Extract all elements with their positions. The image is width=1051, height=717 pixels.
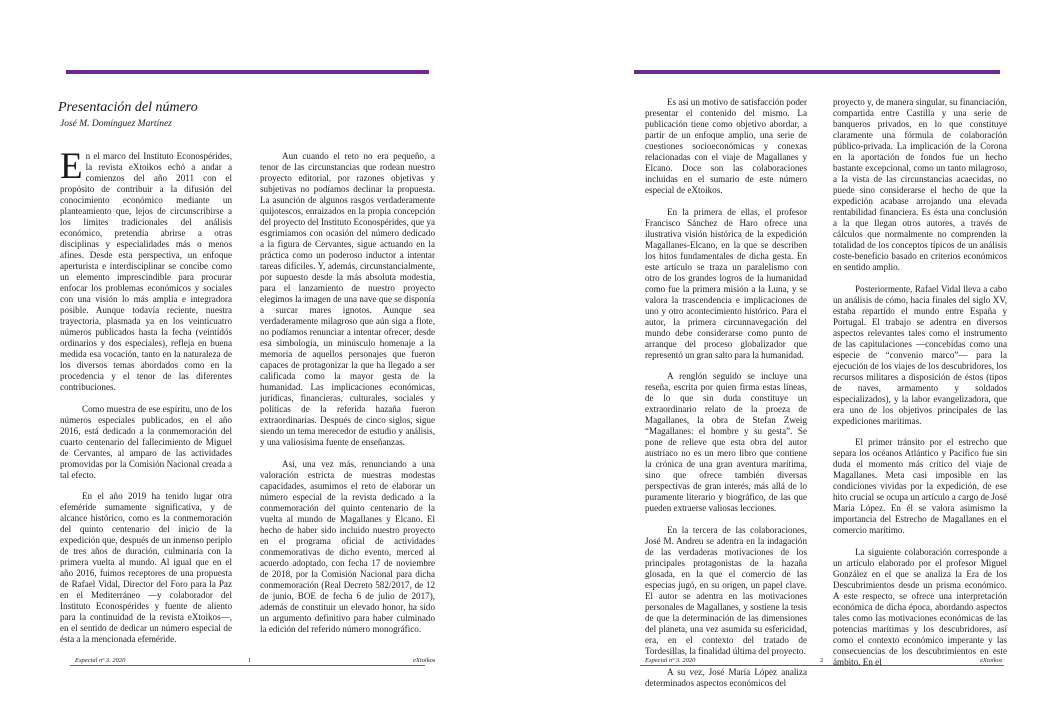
paragraph: [60, 146, 232, 393]
page-number-1: 1: [248, 657, 252, 664]
paragraph: En la primera de ellas, el profesor Francisco Sánchez de Haro ofrece una ilustrativa visión histórica de la expedición Magallanes-Elcano, en la que se describen los hitos fundamentales de dicha gesta. En este artículo se traza un paralelismo con otro de los grandes logros de la humanidad como fue la primera misión a la Luna, y se valora la trascendencia e implicaciones de uno y otro acontecimiento histórico. Para el autor, la primera circunnavegación del mundo debe considerarse como punto de arranque del proceso globalizador que representó un gran salto para la humanidad.: [645, 206, 807, 360]
paragraph: Así, una vez más, renunciando a una valoración estricta de nuestras modestas capacidades, asumimos el reto de elaborar un número especial de la revista dedicado a la conmemoración del quinto centenario de la vuelta al mundo de Magallanes y Elcano. El hecho de haber sido incluido nuestro proyecto en el programa oficial de actividades conmemorativas de dicho evento, merced al acuerdo adoptado, con fecha 17 de noviembre de 2018, por la Comisión Nacional para dicha conmemoración (Real Decreto 582/2017, de 12 de junio, BOE de fecha 6 de julio de 2017), además de constituir un elevado honor, ha sido un argumento definitivo para haber culminado la edición del referido número monográfico.: [260, 458, 435, 634]
footer-rule-page2: [640, 665, 1004, 666]
paragraph: La siguiente colaboración corresponde a un artículo elaborado por el profesor Miguel González en el que se analiza la Era de los Descubrimientos desde un prisma económico. A este respecto, se ofrece una interpretación económica de dicha época, abordando aspectos tales como las motivaciones económicas de las potencias marítimas y los descubridores, así como el contexto económico imperante y las consecuencias de los descubrimientos en este ámbito. En el: [833, 546, 1007, 667]
drop-cap: E: [60, 146, 83, 187]
page1-column-right: [260, 151, 435, 645]
paragraph: A renglón seguido se incluye una reseña, escrita por quien firma estas líneas, de lo que sin duda constituye un extraordinario relato de la proeza de Magallanes, la obra de Stefan Zweig “Magallanes: el hombre y su gesta”. Se pone de relieve que esta obra del autor austríaco no es un mero libro que contiene la crónica de una gran aventura marítima, sino que ofrece también diversas perspectivas de gran interés, más allá de lo puramente literario y biográfico, de las que pueden extraerse valiosas lecciones.: [645, 371, 807, 513]
header-rule-page1: [66, 70, 429, 74]
page2-column-left: [645, 97, 807, 700]
paragraph: El primer tránsito por el estrecho que separa los océanos Atlántico y Pacífico fue sin duda el momento más crítico del viaje de Magallanes. Meta casi imposible en las condiciones vividas por la expedición, de ese hito crucial se ocupa un artículo a cargo de José María López. En él se valora asimismo la importancia del Estrecho de Magallanes en el comercio marítimo.: [833, 437, 1007, 535]
paragraph-text: n el marco del Instituto Econospérides, la revista eXtoikos echó a andar a comienzos del año 2011 con el propósito de contribuir a la difusión del conocimiento económico mediante un planteamiento que, lejos de circunscribirse a los límites tradicionales del análisis económico, pretendía abrirse a otras disciplinas y especialidades más o menos afines. Desde esta perspectiva, un enfoque aperturista e interdisciplinar se concibe como un elemento imprescindible para procurar enfocar los problemas económicos y sociales con una visión lo más amplia e integradora posible. Aunque todavía reciente, nuestra trayectoria, plasmada ya en los veinticuatro números publicados hasta la fecha (veintidós ordinarios y dos especiales), refleja en buena medida esa vocación, tanto en la naturaleza de los diversos temas abordados como en la procedencia y el tenor de las diferentes contribuciones.: [60, 151, 232, 392]
page-title: Presentación del número: [58, 100, 198, 115]
page-number-2: 2: [820, 657, 824, 664]
paragraph: En la tercera de las colaboraciones, José M. Andreu se adentra en la indagación de las verdaderas motivaciones de los principales protagonistas de la hazaña glosada, en la que el comercio de las especias jugó, en su origen, un papel clave. El autor se adentra en las motivaciones personales de Magallanes, y sostiene la tesis de que la determinación de las dimensiones del planeta, una vez asumida su esfericidad, era, en el contexto del tratado de Tordesillas, la finalidad última del proyecto.: [645, 524, 807, 656]
author-name: José M. Domínguez Martínez: [60, 119, 172, 129]
footer-rule-page1: [70, 665, 425, 666]
paragraph: Posteriormente, Rafael Vidal lleva a cabo un análisis de cómo, hacia finales del siglo XV, estaba repartido el mundo entre España y Portugal. El trabajo se adentra en diversos aspectos relevantes tales como el instrumento de las capitulaciones —concebidas como una especie de “convenio marco”— para la ejecución de los viajes de los descubridores, los recursos militares a disposición de éstos (tipos de naves, armamento y soldados especializados), y la labor evangelizadora, que era uno de los objetivos principales de las expediciones marítimas.: [833, 283, 1007, 426]
paragraph: Es así un motivo de satisfacción poder presentar el contenido del mismo. La publicación tiene como objetivo abordar, a partir de un enfoque amplio, una serie de cuestiones socioeconómicas y conexas relacionadas con el viaje de Magallanes y Elcano. Doce son las colaboraciones incluidas en el sumario de este número especial de eXtoikos.: [645, 97, 807, 195]
paragraph: A su vez, José María López analiza determinados aspectos económicos del: [645, 667, 807, 688]
header-rule-page2: [634, 70, 1000, 74]
paragraph: Como muestra de ese espíritu, uno de los números especiales publicados, en el año 2016, está dedicado a la conmemoración del cuarto centenario del fallecimiento de Miguel de Cervantes, al amparo de las actividades promovidas por la Comisión Nacional creada a tal efecto.: [60, 403, 232, 480]
footer-left-page2: Especial nº 3. 2020: [645, 657, 696, 664]
footer-right-page1: eXtoikos: [413, 657, 436, 664]
page1-column-left: [60, 146, 232, 656]
footer-left-page1: Especial nº 3. 2020: [75, 657, 126, 664]
paragraph: En el año 2019 ha tenido lugar otra efeméride sumamente significativa, y de alcance histórico, como es la conmemoración del quinto centenario del inicio de la expedición que, después de un inmenso periplo de tres años de duración, culminaría con la primera vuelta al mundo. Al igual que en el año 2016, fuimos receptores de una propuesta de Rafael Vidal, Director del Foro para la Paz en el Mediterráneo —y colaborador del Instituto Econospérides y fuente de aliento para la continuidad de la revista eXtoikos—, en el sentido de dedicar un número especial de ésta a la mencionada efeméride.: [60, 491, 232, 644]
page2-column-right: [833, 97, 1007, 678]
paragraph: Aun cuando el reto no era pequeño, a tenor de las circunstancias que rodean nuestro proyecto editorial, por razones objetivas y subjetivas no podíamos declinar la propuesta. La asunción de algunos rasgos verdaderamente quijotescos, enraizados en la propia concepción del proyecto del Instituto Econospérides, que ya esgrimíamos con ocasión del número dedicado a la figura de Cervantes, sigue actuando en la práctica como un poderoso inductor a intentar tareas difíciles. Y, además, circunstancialmente, por supuesto desde la más absoluta modestia, para el lanzamiento de nuestro proyecto elegimos la imagen de una nave que se disponía a surcar mares ignotos. Aunque sea verdaderamente milagroso que aún siga a flote, no podíamos renunciar a intentar ofrecer, desde esa simbología, un minúsculo homenaje a la memoria de aquellos personajes que fueron capaces de protagonizar la que ha llegado a ser calificada como la mayor gesta de la humanidad. Las implicaciones económicas, jurídicas, financieras, culturales, sociales y políticas de la referida hazaña fueron extraordinarias. Después de cinco siglos, sigue siendo un tema merecedor de estudio y análisis, y una valiosísima fuente de enseñanzas.: [260, 151, 436, 447]
paragraph: proyecto y, de manera singular, su financiación, compartida entre Castilla y una serie de banqueros privados, en lo que constituye claramente una fórmula de colaboración público-privada. La implicación de la Corona en la aportación de fondos fue un hecho bastante excepcional, como un tanto milagroso, a la vista de las circunstancias acaecidas, no puede sino considerarse el hecho de que la expedición acabase arrojando una elevada rentabilidad financiera. Es ésta una conclusión a la que llegan otros autores, a través de cálculos que normalmente no comprenden la totalidad de los conceptos típicos de un análisis coste-beneficio basado en criterios económicos en sentido amplio.: [833, 97, 1007, 272]
footer-right-page2: eXtoikos: [980, 657, 1003, 664]
